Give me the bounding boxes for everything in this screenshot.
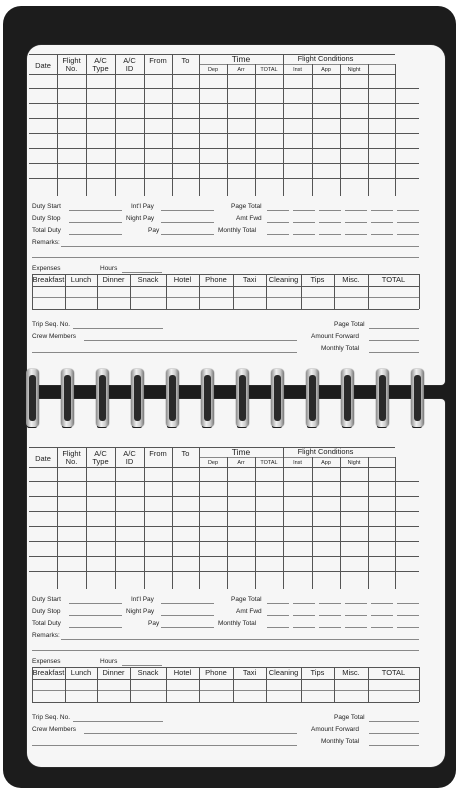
night-pay-field[interactable] — [161, 222, 214, 223]
exp-cleaning: Cleaning — [268, 275, 299, 284]
col-from: From — [149, 56, 167, 65]
amt-fwd-label: Amt Fwd — [236, 215, 262, 222]
spiral-ring — [131, 369, 144, 427]
footer-monthly-total-field[interactable] — [369, 745, 419, 746]
col-inst: Inst — [293, 460, 302, 466]
col-flight-conditions: Flight Conditions — [297, 447, 354, 456]
exp-lunch: Lunch — [70, 668, 92, 677]
footer-page-total-label: Page Total — [334, 714, 365, 721]
footer-page-total-field[interactable] — [369, 328, 419, 329]
night-pay-field[interactable] — [161, 615, 214, 616]
night-pay-label: Night Pay — [126, 608, 155, 615]
duty-start-label: Duty Start — [32, 596, 61, 603]
spiral-ring — [271, 369, 284, 427]
exp-snack: Snack — [137, 668, 159, 677]
total-duty-label: Total Duty — [32, 620, 61, 627]
monthly-total-label: Monthly Total — [218, 227, 257, 234]
log-form-top — [27, 45, 445, 385]
trip-seq-field[interactable] — [73, 721, 163, 722]
exp-phone: Phone — [205, 668, 227, 677]
exp-phone: Phone — [205, 275, 227, 284]
amt-fwd-label: Amt Fwd — [236, 608, 262, 615]
exp-tips: Tips — [310, 668, 325, 677]
spiral-ring — [96, 369, 109, 427]
col-to: To — [181, 56, 190, 65]
footer-monthly-total-field[interactable] — [369, 352, 419, 353]
col-date: Date — [35, 61, 51, 70]
intl-pay-label: Int'l Pay — [131, 203, 154, 210]
spiral-ring — [306, 369, 319, 427]
col-total: TOTAL — [260, 67, 278, 73]
col-dep: Dep — [207, 67, 219, 73]
remarks-field[interactable] — [61, 246, 419, 247]
exp-breakfast: Breakfast — [32, 275, 65, 284]
trip-seq-label: Trip Seq. No. — [32, 714, 71, 721]
intl-pay-field[interactable] — [161, 603, 214, 604]
col-from: From — [149, 449, 167, 458]
col-to: To — [181, 449, 190, 458]
col-night: Night — [347, 67, 361, 73]
col-arr: Arr — [237, 67, 245, 73]
col-inst: Inst — [293, 67, 302, 73]
col-ac: A/C — [94, 449, 107, 458]
hours-field[interactable] — [122, 665, 162, 666]
amount-forward-label: Amount Forward — [311, 333, 360, 340]
duty-stop-label: Duty Stop — [32, 215, 61, 222]
col-total: TOTAL — [260, 460, 278, 466]
footer-page-total-field[interactable] — [369, 721, 419, 722]
exp-misc: Misc. — [342, 668, 360, 677]
hours-label: Hours — [100, 658, 118, 665]
duty-stop-field[interactable] — [69, 222, 122, 223]
col-type: Type — [92, 64, 109, 73]
expenses-label: Expenses — [32, 658, 61, 665]
spiral-ring — [201, 369, 214, 427]
crew-members-field[interactable] — [84, 340, 297, 341]
exp-cleaning: Cleaning — [268, 668, 299, 677]
duty-stop-field[interactable] — [69, 615, 122, 616]
page-total-label: Page Total — [231, 596, 262, 603]
crew-members-field[interactable] — [84, 733, 297, 734]
col-flight: Flight — [62, 56, 81, 65]
col-date: Date — [35, 454, 51, 463]
exp-taxi: Taxi — [242, 668, 257, 677]
page-total-label: Page Total — [231, 203, 262, 210]
total-duty-field[interactable] — [69, 627, 122, 628]
duty-start-field[interactable] — [69, 603, 122, 604]
exp-hotel: Hotel — [173, 275, 192, 284]
spiral-ring — [236, 369, 249, 427]
exp-snack: Snack — [137, 275, 159, 284]
exp-misc: Misc. — [342, 275, 360, 284]
crew-members-label: Crew Members — [32, 726, 77, 733]
log-page-bottom — [27, 399, 445, 767]
night-pay-label: Night Pay — [126, 215, 155, 222]
col-id: ID — [125, 457, 134, 466]
crew-members-label: Crew Members — [32, 333, 77, 340]
col-app: App — [321, 67, 331, 73]
remarks-label: Remarks: — [32, 632, 60, 639]
col-flight: Flight — [62, 449, 81, 458]
col-app: App — [321, 460, 331, 466]
exp-hotel: Hotel — [173, 668, 192, 677]
amount-forward-label: Amount Forward — [311, 726, 360, 733]
pay-label: Pay — [148, 227, 160, 234]
footer-monthly-total-label: Monthly Total — [321, 345, 360, 352]
trip-seq-field[interactable] — [73, 328, 163, 329]
log-page-top — [27, 45, 445, 385]
intl-pay-field[interactable] — [161, 210, 214, 211]
spiral-ring — [61, 369, 74, 427]
amount-forward-field[interactable] — [369, 733, 419, 734]
col-type: Type — [92, 457, 109, 466]
col-ac-2: A/C — [123, 449, 136, 458]
spiral-ring — [411, 369, 424, 427]
remarks-field[interactable] — [61, 639, 419, 640]
trip-seq-label: Trip Seq. No. — [32, 321, 71, 328]
spiral-ring — [166, 369, 179, 427]
col-flight-no: No. — [65, 457, 78, 466]
pay-field[interactable] — [161, 234, 214, 235]
amount-forward-field[interactable] — [369, 340, 419, 341]
spiral-ring — [376, 369, 389, 427]
col-time: Time — [231, 447, 251, 457]
spiral-ring — [26, 369, 39, 427]
col-time: Time — [231, 54, 251, 64]
monthly-total-label: Monthly Total — [218, 620, 257, 627]
exp-total: TOTAL — [381, 275, 406, 284]
exp-total: TOTAL — [381, 668, 406, 677]
total-duty-label: Total Duty — [32, 227, 61, 234]
col-arr: Arr — [237, 460, 245, 466]
exp-tips: Tips — [310, 275, 325, 284]
exp-taxi: Taxi — [242, 275, 257, 284]
hours-label: Hours — [100, 265, 118, 272]
col-flight-no: No. — [65, 64, 78, 73]
spiral-ring — [341, 369, 354, 427]
duty-start-field[interactable] — [69, 210, 122, 211]
intl-pay-label: Int'l Pay — [131, 596, 154, 603]
col-flight-conditions: Flight Conditions — [297, 54, 354, 63]
duty-stop-label: Duty Stop — [32, 608, 61, 615]
exp-breakfast: Breakfast — [32, 668, 65, 677]
pay-field[interactable] — [161, 627, 214, 628]
exp-lunch: Lunch — [70, 275, 92, 284]
exp-dinner: Dinner — [102, 668, 125, 677]
remarks-label: Remarks: — [32, 239, 60, 246]
footer-page-total-label: Page Total — [334, 321, 365, 328]
col-dep: Dep — [207, 460, 219, 466]
hours-field[interactable] — [122, 272, 162, 273]
exp-dinner: Dinner — [102, 275, 125, 284]
footer-monthly-total-label: Monthly Total — [321, 738, 360, 745]
col-ac-2: A/C — [123, 56, 136, 65]
col-id: ID — [125, 64, 134, 73]
log-form-bottom — [27, 438, 445, 778]
col-ac: A/C — [94, 56, 107, 65]
expenses-label: Expenses — [32, 265, 61, 272]
total-duty-field[interactable] — [69, 234, 122, 235]
duty-start-label: Duty Start — [32, 203, 61, 210]
pay-label: Pay — [148, 620, 160, 627]
col-night: Night — [347, 460, 361, 466]
